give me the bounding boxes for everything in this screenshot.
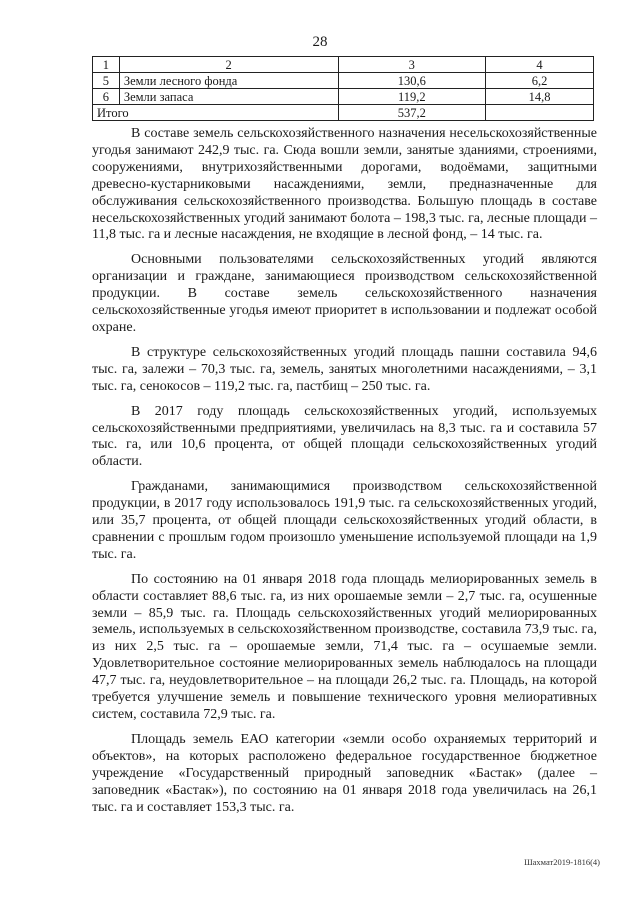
row-number: 5: [93, 73, 120, 89]
row-share: 14,8: [486, 89, 594, 105]
paragraph: В 2017 году площадь сельскохозяйственных угодий, используемых сельскохозяйственными предприятиями, увеличилась на 8,3 тыс. га и составила 57 тыс. га, или 10,6 процента, от общей площади сельскохозяйственных угодий области.: [92, 403, 597, 470]
row-name: Земли лесного фонда: [119, 73, 338, 89]
header-cell: 2: [119, 57, 338, 73]
row-area: 130,6: [338, 73, 485, 89]
total-value: 537,2: [338, 105, 485, 121]
table-row: [93, 73, 594, 89]
table-row: [93, 89, 594, 105]
page-number: 28: [312, 34, 328, 50]
paragraph: Основными пользователями сельскохозяйственных угодий являются организации и граждане, занимающиеся производством сельскохозяйственной продукции. В составе земель сельскохозяйственного назначения сельскохозяйственные угодья имеют приоритет в использовании и подлежат особой охране.: [92, 252, 597, 335]
table-header-row: [93, 57, 594, 73]
header-cell: 4: [486, 57, 594, 73]
row-name: Земли запаса: [119, 89, 338, 105]
row-area: 119,2: [338, 89, 485, 105]
total-empty-cell: [486, 105, 594, 121]
table-total-row: [93, 105, 594, 121]
paragraph: В структуре сельскохозяйственных угодий площадь пашни составила 94,6 тыс. га, залежи – 70,3 тыс. га, земель, занятых многолетними насаждениями, – 3,1 тыс. га, сенокосов – 119,2 тыс. га, пастбищ – 250 тыс. га.: [92, 344, 597, 394]
paragraph: Площадь земель ЕАО категории «земли особо охраняемых территорий и объектов», на которых расположено федеральное государственное бюджетное учреждение «Государственный природный заповедник «Бастак» (далее – заповедник «Бастак»), по состоянию на 01 января 2018 года увеличилась на 26,1 тыс. га и составляет 153,3 тыс. га.: [92, 731, 597, 815]
paragraph: Гражданами, занимающимися производством сельскохозяйственной продукции, в 2017 году использовалось 191,9 тыс. га сельскохозяйственных угодий, или 35,7 процента, от общей площади сельскохозяйственных угодий области, в сравнении с прошлым годом произошло уменьшение используемой площади на 1,9 тыс. га.: [92, 479, 597, 562]
row-number: 6: [93, 89, 120, 105]
paragraph: В составе земель сельскохозяйственного назначения несельскохозяйственные угодья занимают 242,9 тыс. га. Сюда вошли земли, занятые зданиями, строениями, сооружениями, внутрихозяйственными дорогами, водоёмами, защитными древесно-кустарниковыми насаждениями, земли, предназначенные для обслуживания сельскохозяйственного производства. Большую площадь в составе несельскохозяйственных угодий занимают болота – 198,3 тыс. га, лесные площади – 11,8 тыс. га и лесные насаждения, не входящие в лесной фонд, – 14 тыс. га.: [92, 126, 597, 243]
document-body: [92, 126, 597, 824]
document-code: Шахмат2019-1816(4): [524, 857, 600, 867]
land-table: [92, 56, 594, 121]
total-label: Итого: [93, 105, 339, 121]
paragraph: По состоянию на 01 января 2018 года площадь мелиорированных земель в области составляет 88,6 тыс. га, из них орошаемые земли – 2,7 тыс. га, осушенные земли – 85,9 тыс. га. Площадь сельскохозяйственных угодий мелиорированных земель, используемых в сельскохозяйственном производстве, составила 73,9 тыс. га, из них 2,5 тыс. га – орошаемые земли, 71,4 тыс. га – осушаемые земли. Удовлетворительное состояние мелиорированных земель наблюдалось на площади 47,7 тыс. га, неудовлетворительное – на площади 26,2 тыс. га. Площадь, на которой требуется улучшение земель и повышение технического уровня мелиоративных систем, составила 72,9 тыс. га.: [92, 571, 597, 722]
header-cell: 1: [93, 57, 120, 73]
header-cell: 3: [338, 57, 485, 73]
row-share: 6,2: [486, 73, 594, 89]
